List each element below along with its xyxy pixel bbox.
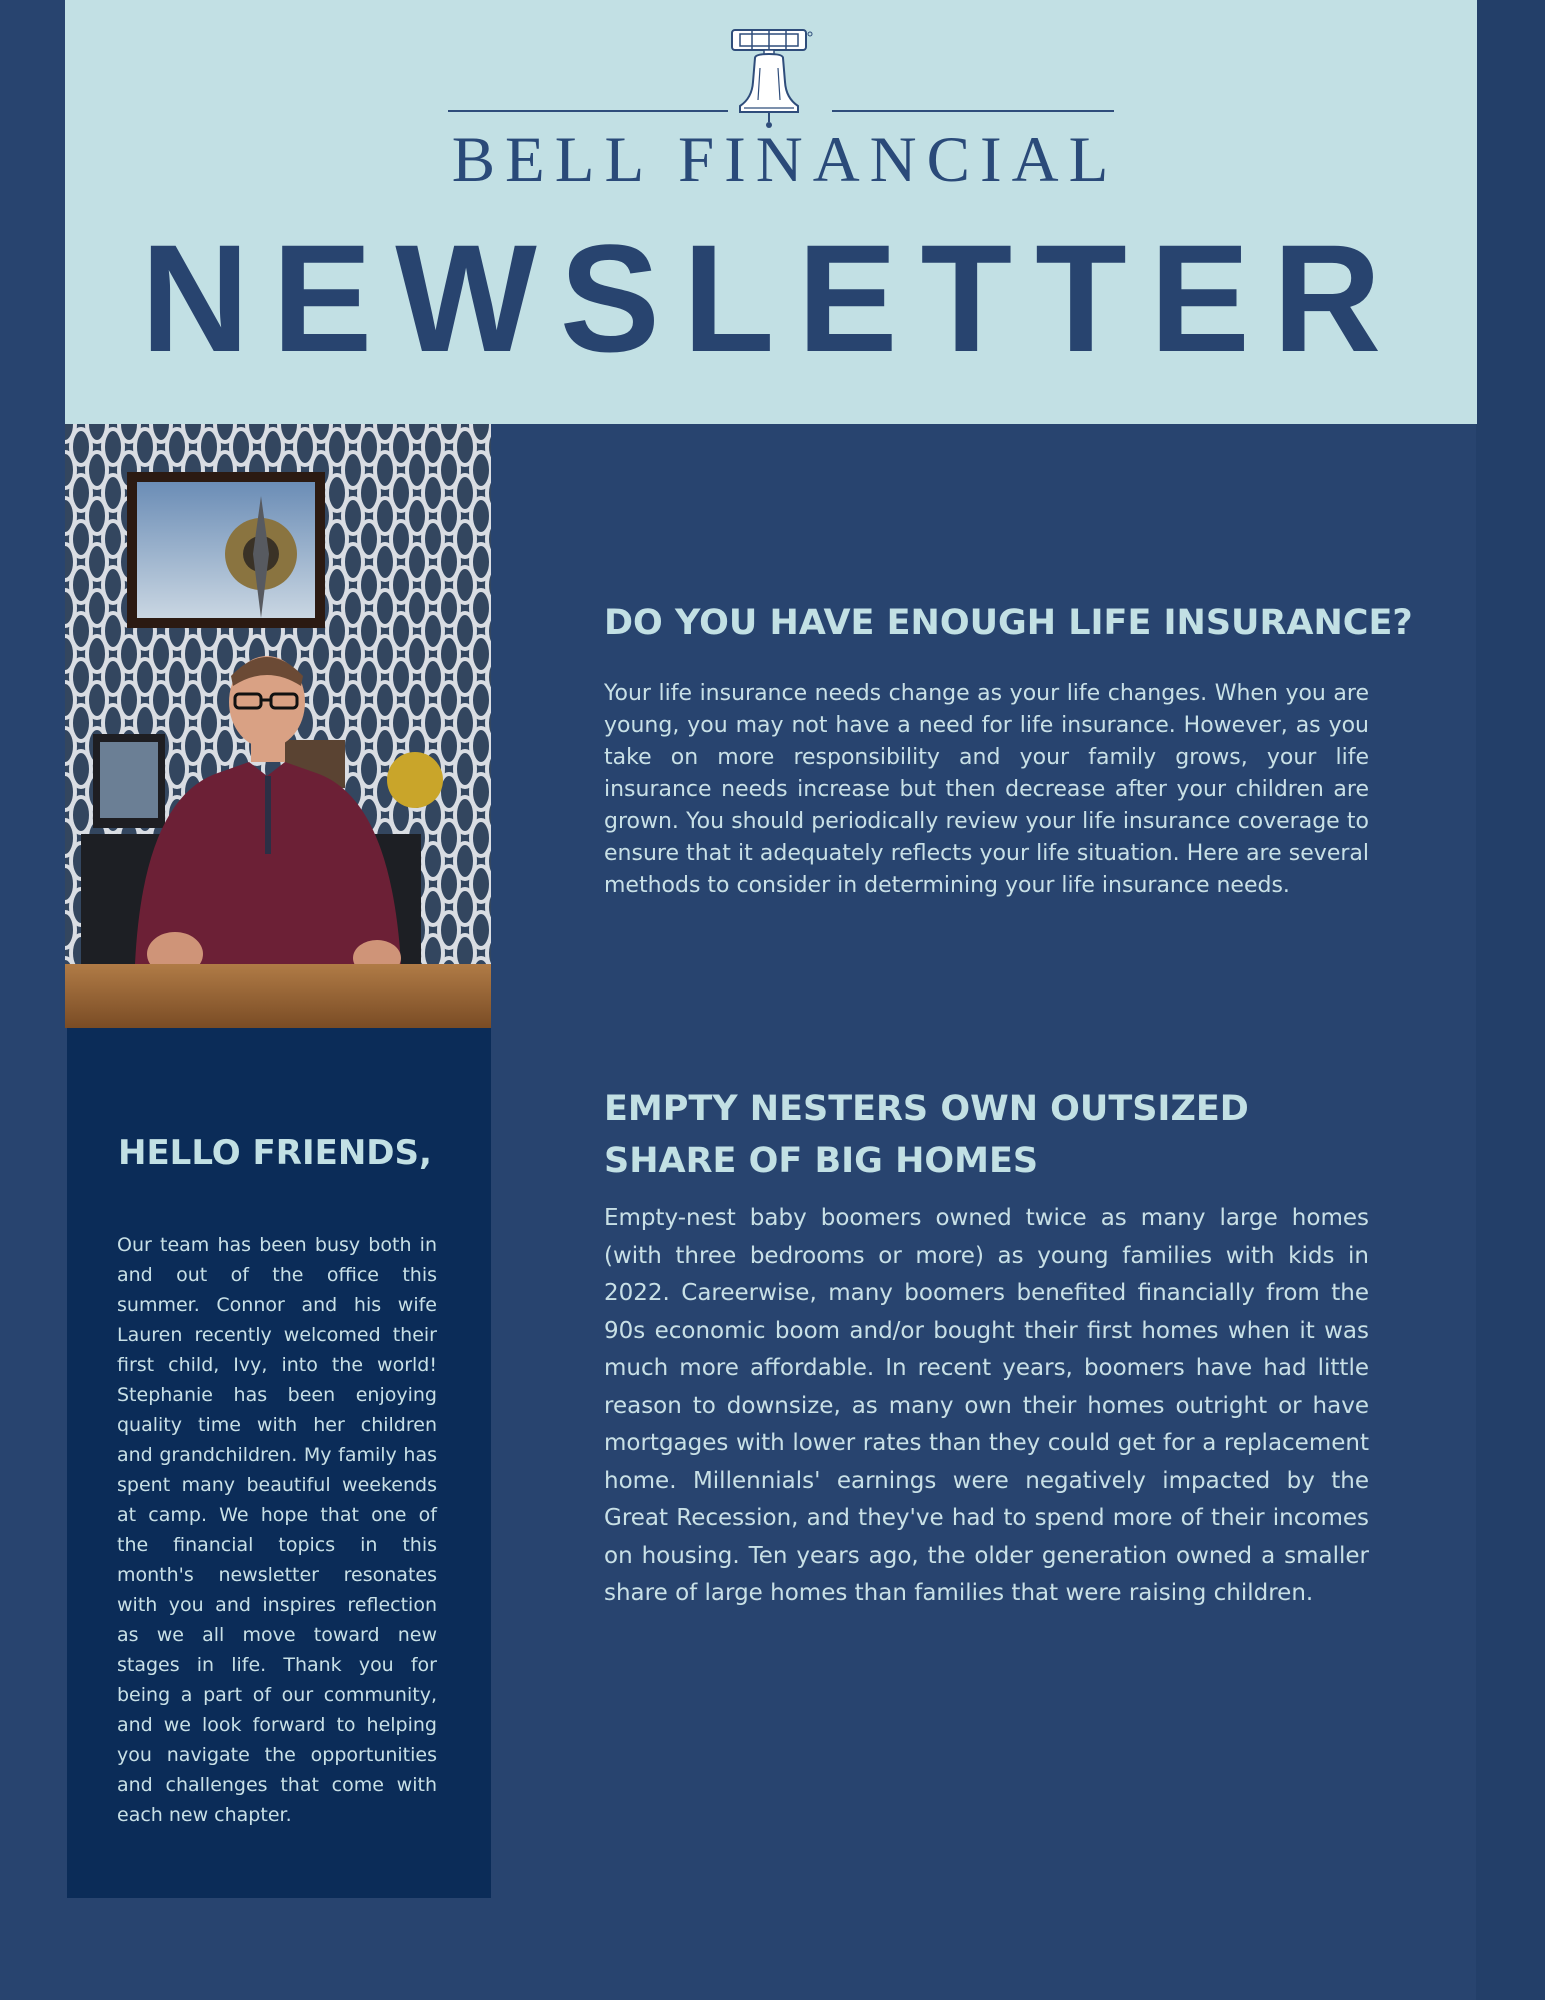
empty-nesters-body: Empty-nest baby boomers owned twice as many large homes (with three bedrooms or more) as young families with kids in 2022. Careerwise, many boomers benefited financially from the 90s economic boom and/or bought their first homes when it was much more affordable. In recent years, boomers have had little reason to downsize, as many own their homes outright or have mortgages with lower rates than they could get for a replacement home. Millennials' earnings were negatively impacted by the Great Recession, and they've had to spend more of their incomes on housing. Ten years ago, the older generation owned a smaller share of large homes than families that were raising children.	[604, 1205, 1369, 1606]
advisor-portrait-photo	[65, 424, 491, 1028]
liberty-bell-icon	[722, 24, 816, 132]
brand-name: BELL FINANCIAL	[451, 124, 1119, 196]
life-insurance-body: Your life insurance needs change as your life changes. When you are young, you may not have a need for life insurance. However, as you take on more responsibility and your family grows, your life insurance needs increase but then decrease after your children are grown. You should periodically review your life insurance coverage to ensure that it adequately reflects your life situation. Here are several methods to consider in determining your life insurance needs.	[604, 681, 1369, 898]
logo-divider-left	[448, 110, 728, 112]
life-insurance-heading: DO YOU HAVE ENOUGH LIFE INSURANCE?	[604, 603, 1413, 643]
empty-nesters-heading: EMPTY NESTERS OWN OUTSIZED SHARE OF BIG HOMES	[604, 1089, 1249, 1181]
logo-divider-right	[832, 110, 1114, 112]
page-right-edge	[1476, 0, 1545, 2000]
welcome-message: Our team has been busy both in and out of the office this summer. Connor and his wife Lauren recently welcomed their first child, Ivy, into the world! Stephanie has been enjoying quality time with her children and grandchildren. My family has spent many beautiful weekends at camp. We hope that one of the financial topics in this month's newsletter resonates with you and inspires reflection as we all move toward new stages in life. Thank you for being a part of our community, and we look forward to helping you navigate the opportunities and challenges that come with each new chapter.	[117, 1234, 437, 1826]
newsletter-title: NEWSLETTER	[140, 212, 1405, 384]
welcome-heading: HELLO FRIENDS,	[118, 1133, 432, 1173]
